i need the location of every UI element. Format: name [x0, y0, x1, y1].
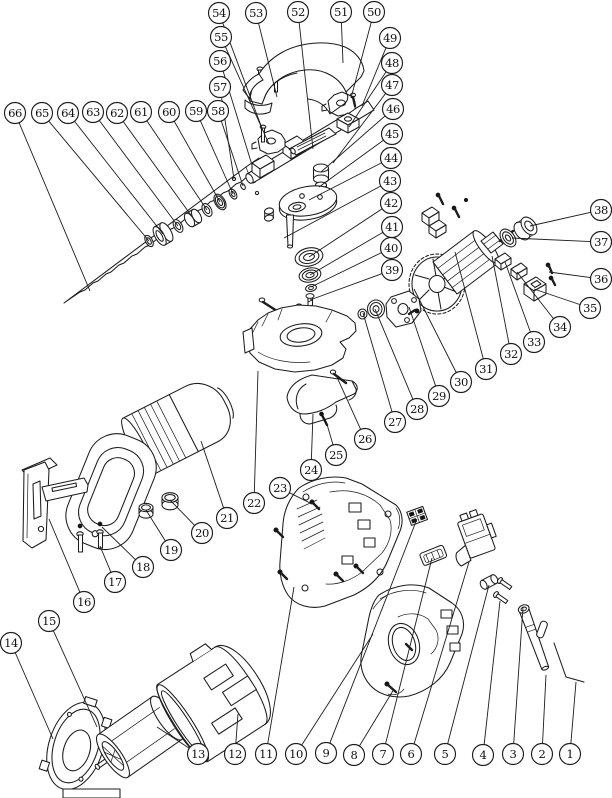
callout-number-44: 44 [384, 151, 398, 165]
callout-number-6: 6 [407, 747, 415, 761]
leader-line-20 [170, 500, 195, 525]
callout-number-13: 13 [191, 747, 205, 761]
callout-number-25: 25 [329, 448, 343, 462]
bearing-retainer-plate [358, 291, 421, 327]
leader-line-24 [311, 414, 313, 460]
leader-line-8 [359, 689, 394, 746]
leader-line-11 [268, 587, 294, 744]
callout-number-27: 27 [388, 415, 402, 429]
callout-number-53: 53 [249, 6, 263, 20]
exploded-parts-drawing [22, 43, 584, 798]
leader-line-19 [146, 510, 165, 541]
callout-number-15: 15 [42, 614, 56, 628]
leader-line-14 [15, 653, 53, 739]
callout-number-17: 17 [108, 575, 122, 589]
hex-wrench [554, 643, 584, 682]
leader-line-58 [221, 121, 243, 186]
leader-line-63 [99, 120, 178, 226]
callout-number-28: 28 [410, 402, 424, 416]
leader-line-60 [174, 121, 220, 202]
rubber-pad [419, 545, 447, 566]
leader-line-4 [484, 601, 500, 745]
callout-number-14: 14 [4, 636, 18, 650]
callout-number-16: 16 [77, 595, 91, 609]
callout-number-1: 1 [566, 747, 574, 761]
callout-number-42: 42 [384, 196, 398, 210]
callout-number-55: 55 [214, 30, 228, 44]
callout-number-32: 32 [504, 347, 518, 361]
callout-number-48: 48 [385, 56, 399, 70]
callout-number-26: 26 [358, 432, 372, 446]
callout-number-37: 37 [594, 235, 608, 249]
callout-number-21: 21 [220, 511, 234, 525]
crank-assembly [264, 164, 339, 314]
callout-number-31: 31 [479, 362, 493, 376]
callout-number-38: 38 [594, 203, 608, 217]
callout-number-64: 64 [61, 106, 75, 120]
callout-number-24: 24 [304, 463, 318, 477]
callout-number-22: 22 [247, 496, 261, 510]
leader-line-59 [200, 121, 233, 194]
callout-number-9: 9 [322, 746, 330, 760]
gearbox-housing [243, 298, 356, 372]
blade-clamp-ring-stack [143, 177, 259, 248]
callout-number-8: 8 [350, 748, 358, 762]
callout-number-59: 59 [189, 104, 203, 118]
callout-number-39: 39 [385, 263, 399, 277]
leader-line-10 [302, 634, 373, 745]
connector-block [407, 506, 428, 525]
callout-number-34: 34 [553, 320, 567, 334]
leader-line-66 [19, 123, 90, 291]
callout-number-3: 3 [509, 747, 517, 761]
leader-line-2 [543, 675, 546, 744]
sleeve-and-screws [479, 574, 513, 605]
callout-number-62: 62 [110, 106, 124, 120]
callout-number-47: 47 [385, 78, 399, 92]
callout-number-18: 18 [136, 560, 150, 574]
callout-number-57: 57 [213, 80, 227, 94]
callout-number-61: 61 [134, 105, 148, 119]
callout-number-5: 5 [441, 747, 449, 761]
callout-number-20: 20 [195, 526, 209, 540]
callout-number-19: 19 [164, 543, 178, 557]
callout-number-60: 60 [162, 105, 176, 119]
callout-number-63: 63 [86, 105, 100, 119]
leader-line-22 [254, 371, 258, 493]
callout-number-29: 29 [432, 389, 446, 403]
leader-line-29 [409, 307, 436, 386]
leader-line-27 [363, 313, 392, 412]
callout-number-54: 54 [212, 6, 226, 20]
leader-line-21 [201, 441, 224, 508]
callout-number-41: 41 [385, 220, 399, 234]
callout-number-45: 45 [385, 127, 399, 141]
leader-line-38 [530, 212, 591, 226]
callout-number-58: 58 [211, 104, 225, 118]
callout-number-50: 50 [367, 5, 381, 19]
leader-line-25 [326, 421, 333, 445]
callout-number-30: 30 [454, 375, 468, 389]
callout-number-40: 40 [384, 241, 398, 255]
leader-line-52 [299, 22, 313, 149]
callout-number-56: 56 [213, 54, 227, 68]
armature-assembly [409, 227, 513, 314]
callout-number-12: 12 [228, 747, 242, 761]
callout-number-43: 43 [383, 174, 397, 188]
callout-number-52: 52 [291, 5, 305, 19]
callout-number-66: 66 [8, 106, 22, 120]
leader-line-1 [571, 682, 576, 744]
callout-number-49: 49 [383, 31, 397, 45]
callout-number-35: 35 [583, 301, 597, 315]
callout-number-46: 46 [386, 102, 400, 116]
leader-line-64 [74, 121, 163, 234]
left-handle-housing [274, 477, 402, 607]
right-handle-housing [361, 585, 464, 697]
callout-number-10: 10 [289, 747, 303, 761]
callout-number-65: 65 [35, 106, 49, 120]
leader-line-3 [514, 607, 523, 744]
callout-number-7: 7 [379, 747, 387, 761]
trigger-switch [443, 506, 502, 567]
callout-number-36: 36 [594, 272, 608, 286]
bottom-black-bar [63, 789, 120, 798]
callout-number-51: 51 [334, 5, 348, 19]
leader-line-65 [49, 121, 149, 241]
callout-number-4: 4 [479, 748, 487, 762]
callout-number-33: 33 [527, 335, 541, 349]
leader-line-45 [319, 140, 384, 187]
callout-number-23: 23 [273, 481, 287, 495]
rotor-bearing-and-cap [497, 214, 540, 250]
leader-line-39 [310, 274, 382, 300]
callout-number-2: 2 [538, 747, 546, 761]
leader-line-36 [549, 272, 591, 278]
callout-number-11: 11 [259, 747, 273, 761]
